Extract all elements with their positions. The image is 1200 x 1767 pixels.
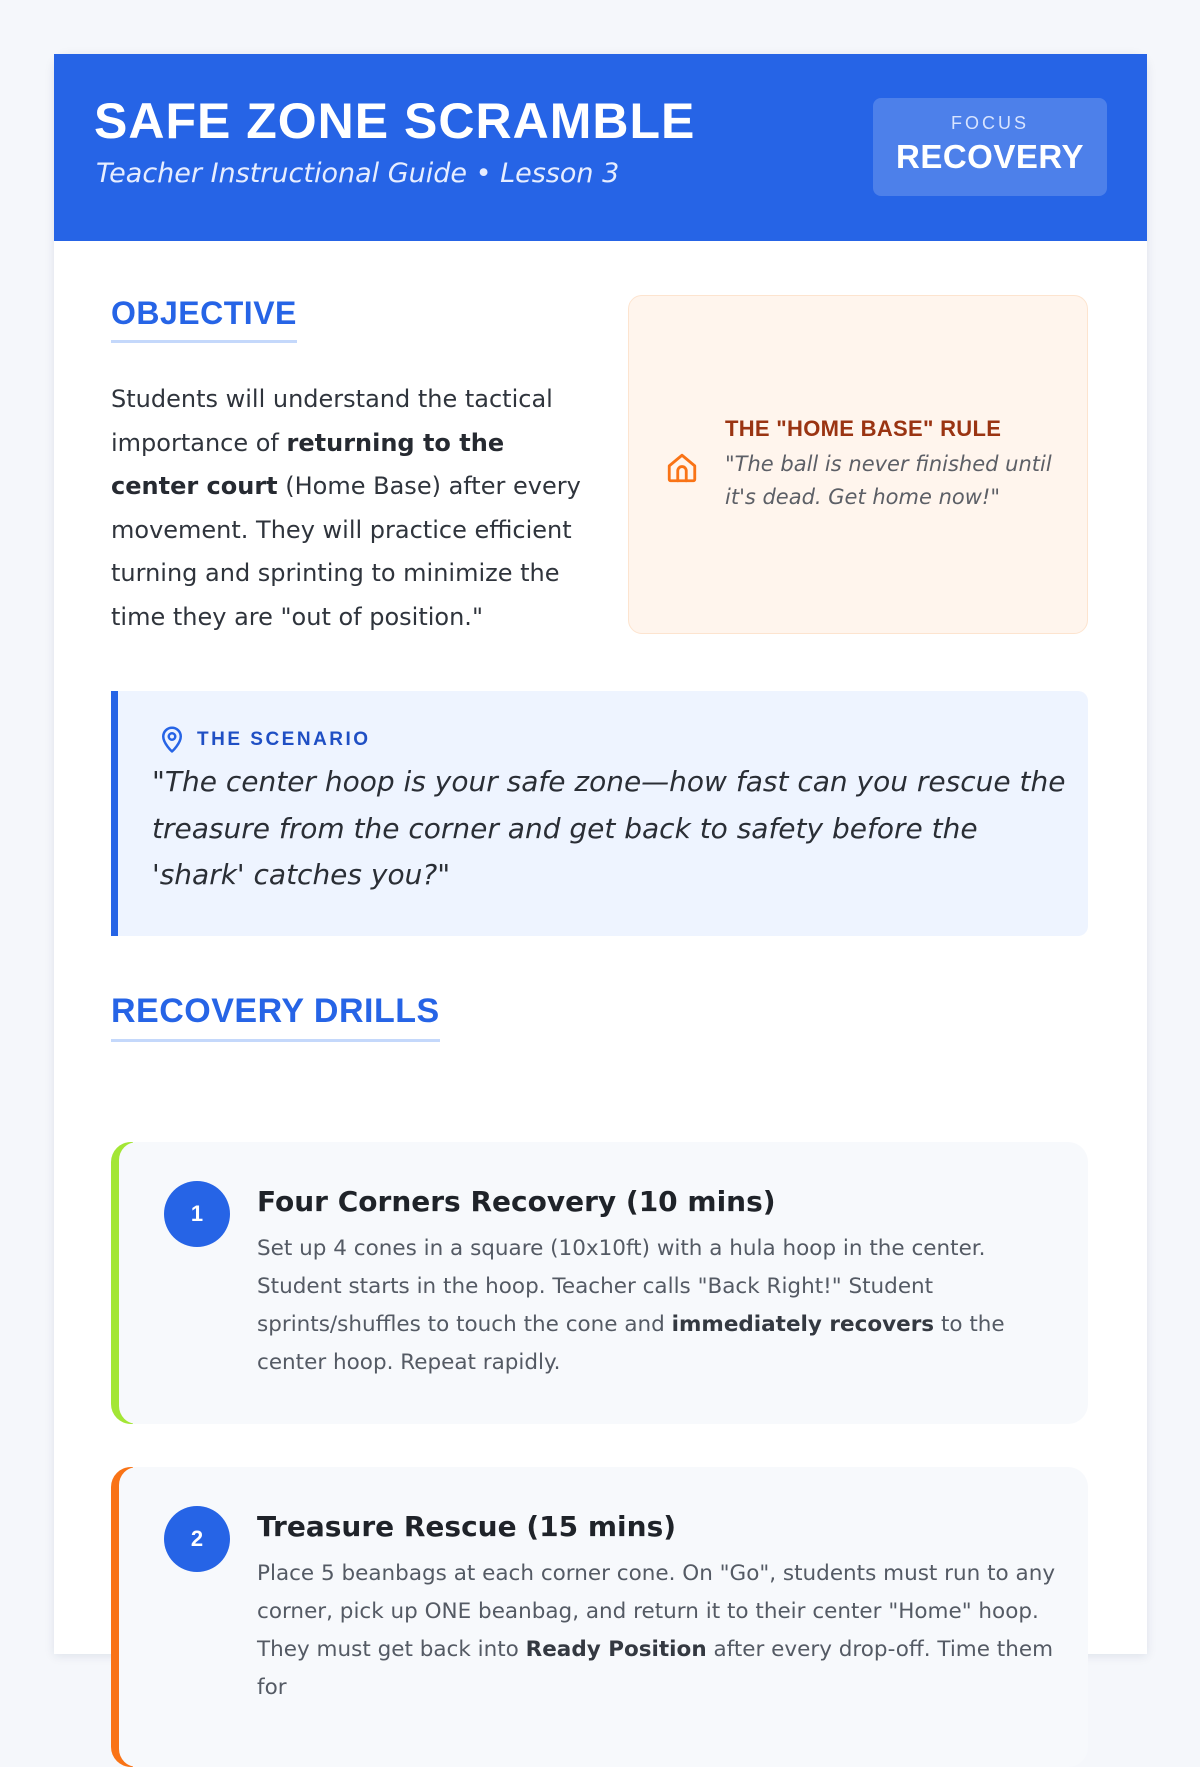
drill-accent-bar bbox=[111, 1142, 133, 1424]
lesson-subtitle: Teacher Instructional Guide • Lesson 3 bbox=[96, 158, 620, 189]
drill-description-part-1: Place 5 beanbags at each corner cone. On "Go", students must run to any corner, pick up ONE beanbag, and return it to their center "Home" hoop. They must get back into bbox=[257, 1561, 1056, 1662]
drill-number-badge: 1 bbox=[164, 1181, 230, 1247]
scenario-callout bbox=[111, 691, 1088, 936]
focus-label: FOCUS bbox=[951, 113, 1029, 133]
focus-badge bbox=[873, 98, 1107, 196]
drill-description bbox=[257, 1230, 1057, 1382]
objective-text-part-2: (Home Base) after every movement. They will practice efficient turning and sprinting to minimize the time they are "out of position." bbox=[111, 472, 581, 631]
drill-description-bold: immediately recovers bbox=[671, 1312, 935, 1337]
home-icon bbox=[665, 451, 699, 485]
lesson-title: SAFE ZONE SCRAMBLE bbox=[94, 93, 696, 149]
focus-value: RECOVERY bbox=[896, 138, 1084, 175]
scenario-label: THE SCENARIO bbox=[197, 729, 371, 750]
lesson-card bbox=[54, 54, 1147, 1700]
drill-title: Treasure Rescue (15 mins) bbox=[257, 1510, 677, 1543]
rule-title: THE "HOME BASE" RULE bbox=[725, 416, 1002, 441]
drill-description-part-1: Set up 4 cones in a square (10x10ft) with a hula hoop in the center. Student starts in the hoop. Teacher calls "Back Right!" Student sprints/shuffles to touch the cone and bbox=[257, 1236, 986, 1337]
rule-quote: "The ball is never finished until it's dead. Get home now!" bbox=[725, 452, 1052, 509]
drill-number-badge: 2 bbox=[164, 1506, 230, 1572]
objective-text-bold: returning to the center court bbox=[111, 428, 505, 500]
drill-card bbox=[111, 1142, 1088, 1424]
lesson-header bbox=[54, 54, 1147, 241]
drill-card bbox=[111, 1467, 1088, 1767]
objective-text-part-1: Students will understand the tactical importance of bbox=[111, 385, 553, 457]
drill-accent-bar bbox=[111, 1467, 133, 1767]
drill-description-part-2: to the center hoop. Repeat rapidly. bbox=[257, 1312, 1005, 1375]
map-pin-icon bbox=[157, 724, 187, 754]
home-base-rule-callout bbox=[628, 295, 1088, 634]
objective-heading: OBJECTIVE bbox=[111, 295, 297, 343]
scenario-text: "The center hoop is your safe zone—how fast can you rescue the treasure from the corner and get back to safety before the 'shark' catches you?" bbox=[152, 765, 1066, 891]
drill-description bbox=[257, 1555, 1057, 1707]
drill-description-part-2: after every drop-off. Time them for bbox=[257, 1637, 1054, 1700]
drill-title: Four Corners Recovery (10 mins) bbox=[257, 1185, 776, 1218]
recovery-drills-heading: RECOVERY DRILLS bbox=[111, 992, 440, 1042]
objective-text bbox=[111, 378, 581, 639]
drill-description-bold: Ready Position bbox=[525, 1637, 707, 1662]
